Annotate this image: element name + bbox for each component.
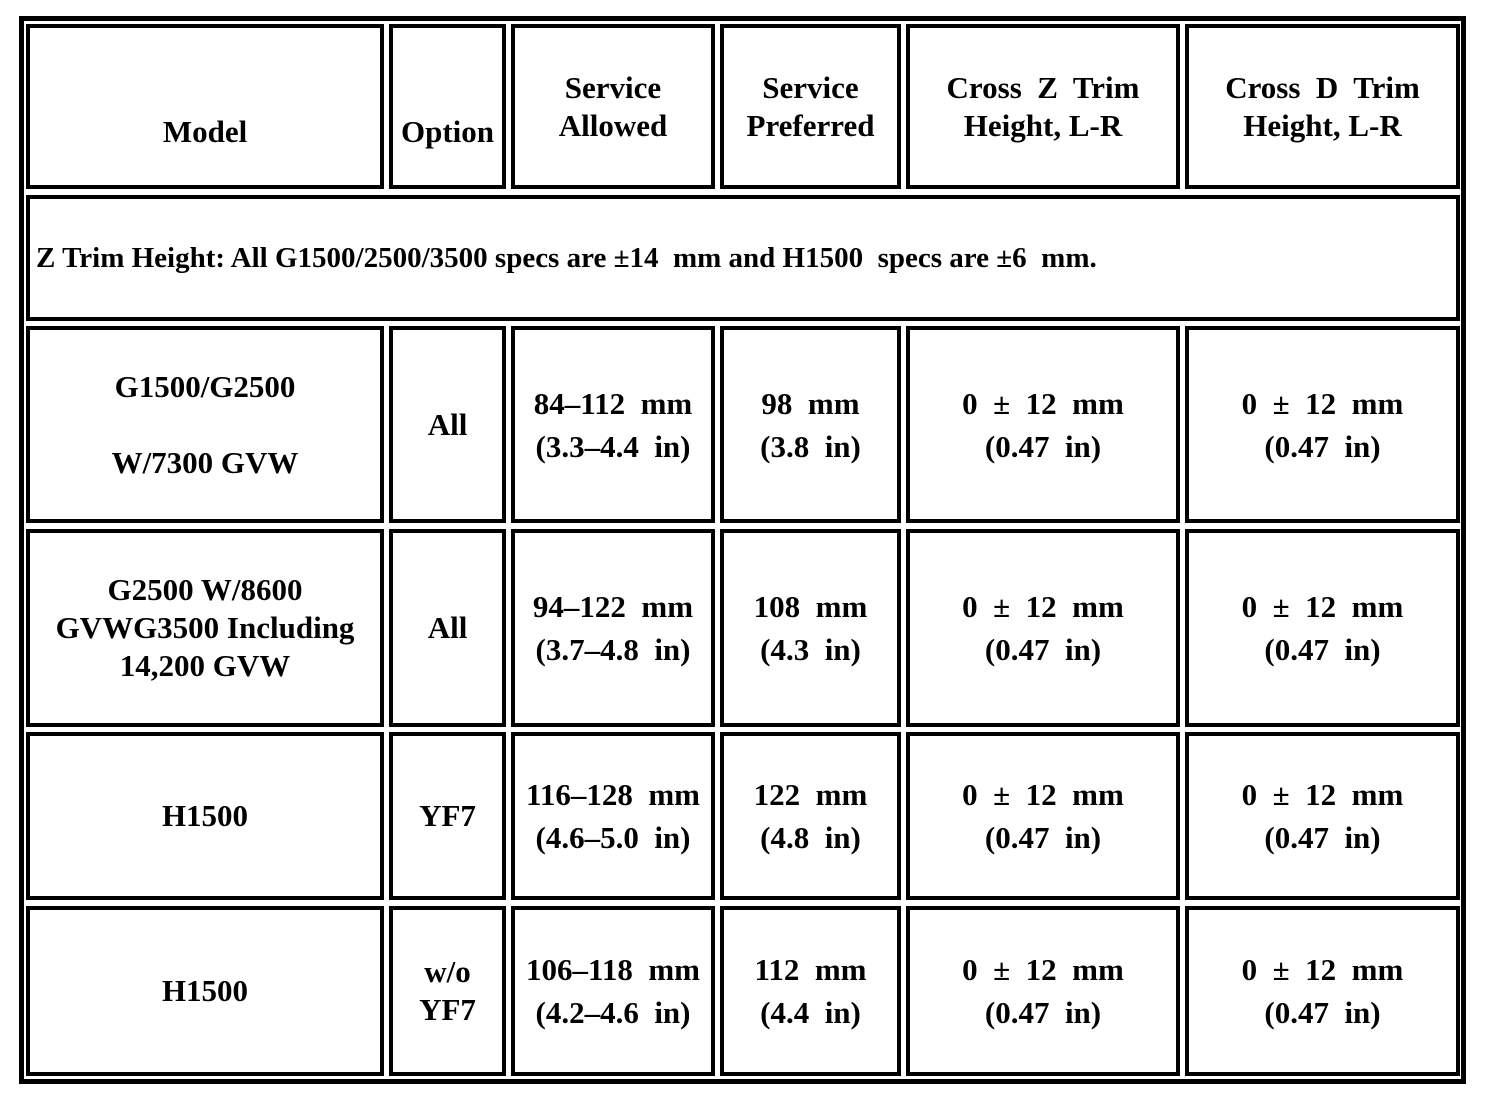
z-trim-note-text: Z Trim Height: All G1500/2500/3500 specs are ±14 mm and H1500 specs are ±6 mm.: [36, 242, 1097, 274]
table-row-1-model: [26, 326, 384, 523]
cross-z-line: (0.47 in): [984, 428, 1102, 464]
table-row-4-cross-d: [1185, 906, 1460, 1076]
option-line: YF7: [419, 798, 476, 833]
table-row-2-option: [389, 529, 506, 727]
table-row-4-cross-z: [906, 906, 1180, 1076]
option-line: YF7: [419, 992, 476, 1027]
header-service-preferred: [720, 24, 901, 189]
table-row-1-allowed: [511, 326, 715, 523]
cross-z-line: 0 ± 12 mm: [962, 952, 1124, 987]
preferred-line: (4.4 in): [760, 995, 861, 1030]
table-row-1-preferred: [720, 326, 901, 523]
header-cross-z: [906, 24, 1180, 189]
header-option: [389, 24, 506, 189]
allowed-line: (4.2–4.6 in): [535, 995, 691, 1030]
preferred-line: 108 mm: [753, 589, 868, 624]
allowed-line: 84–112 mm: [533, 385, 693, 421]
allowed-line: 94–122 mm: [532, 589, 694, 624]
header-service-allowed-line: Service: [564, 69, 662, 105]
cross-z-line: 0 ± 12 mm: [962, 385, 1124, 421]
model-line: H1500: [161, 973, 249, 1008]
preferred-line: 112 mm: [754, 952, 867, 987]
cross-d-line: (0.47 in): [1264, 632, 1381, 667]
model-line: 14,200 GVW: [119, 648, 291, 683]
table-row-2-model: [26, 529, 384, 727]
header-model: [26, 24, 384, 189]
allowed-line: (3.7–4.8 in): [535, 632, 691, 667]
preferred-line: (3.8 in): [760, 428, 861, 464]
header-service-preferred-line: Service: [762, 69, 859, 105]
table-row-4-model: [26, 906, 384, 1076]
table-row-4-preferred: [720, 906, 901, 1076]
table-row-1-option: [389, 326, 506, 523]
header-service-preferred-line: Preferred: [746, 107, 875, 143]
model-line: G2500 W/8600: [107, 572, 303, 607]
cross-d-line: 0 ± 12 mm: [1241, 777, 1404, 812]
cross-d-line: (0.47 in): [1264, 428, 1381, 464]
preferred-line: 98 mm: [761, 385, 860, 421]
table-row-4-option: [389, 906, 506, 1076]
table-row-3-preferred: [720, 732, 901, 900]
allowed-line: 106–118 mm: [526, 952, 700, 987]
cross-d-line: (0.47 in): [1264, 995, 1381, 1030]
table-row-3-option: [389, 732, 506, 900]
cross-z-line: 0 ± 12 mm: [962, 589, 1124, 624]
table-row-2-allowed: [511, 529, 715, 727]
model-line: G1500/G2500: [114, 368, 296, 404]
header-model-label: Model: [162, 114, 248, 149]
z-trim-note: [26, 195, 1460, 321]
allowed-line: 116–128 mm: [526, 777, 700, 812]
preferred-line: (4.8 in): [760, 820, 861, 855]
cross-z-line: (0.47 in): [984, 820, 1102, 855]
cross-z-line: (0.47 in): [984, 995, 1102, 1030]
cross-d-line: 0 ± 12 mm: [1241, 385, 1404, 421]
header-service-allowed-line: Allowed: [558, 107, 668, 143]
preferred-line: 122 mm: [753, 777, 868, 812]
table-row-1-cross-z: [906, 326, 1180, 523]
model-line: H1500: [161, 798, 249, 833]
table-row-2-cross-d: [1185, 529, 1460, 727]
allowed-line: (3.3–4.4 in): [535, 428, 691, 464]
table-row-2-preferred: [720, 529, 901, 727]
allowed-line: (4.6–5.0 in): [535, 820, 691, 855]
table-row-4-allowed: [511, 906, 715, 1076]
table-row-3-model: [26, 732, 384, 900]
header-cross-z-line: Height, L-R: [963, 107, 1123, 143]
table-row-1-cross-d: [1185, 326, 1460, 523]
option-line: All: [427, 406, 468, 442]
table-row-3-cross-d: [1185, 732, 1460, 900]
table-row-3-cross-z: [906, 732, 1180, 900]
model-line: GVWG3500 Including: [55, 610, 355, 645]
model-line: W/7300 GVW: [111, 444, 299, 480]
header-cross-z-line: Cross Z Trim: [946, 69, 1140, 105]
header-option-label: Option: [400, 114, 495, 149]
header-cross-d-line: Height, L-R: [1243, 107, 1402, 143]
header-service-allowed: [511, 24, 715, 189]
table-row-2-cross-z: [906, 529, 1180, 727]
cross-d-line: (0.47 in): [1264, 820, 1381, 855]
header-cross-d-line: Cross D Trim: [1225, 69, 1420, 105]
cross-z-line: 0 ± 12 mm: [962, 777, 1124, 812]
option-line: All: [427, 610, 468, 645]
header-cross-d: [1185, 24, 1460, 189]
cross-z-line: (0.47 in): [984, 632, 1102, 667]
cross-d-line: 0 ± 12 mm: [1241, 589, 1404, 624]
table-row-3-allowed: [511, 732, 715, 900]
cross-d-line: 0 ± 12 mm: [1241, 952, 1404, 987]
option-line: w/o: [424, 954, 471, 989]
preferred-line: (4.3 in): [760, 632, 861, 667]
